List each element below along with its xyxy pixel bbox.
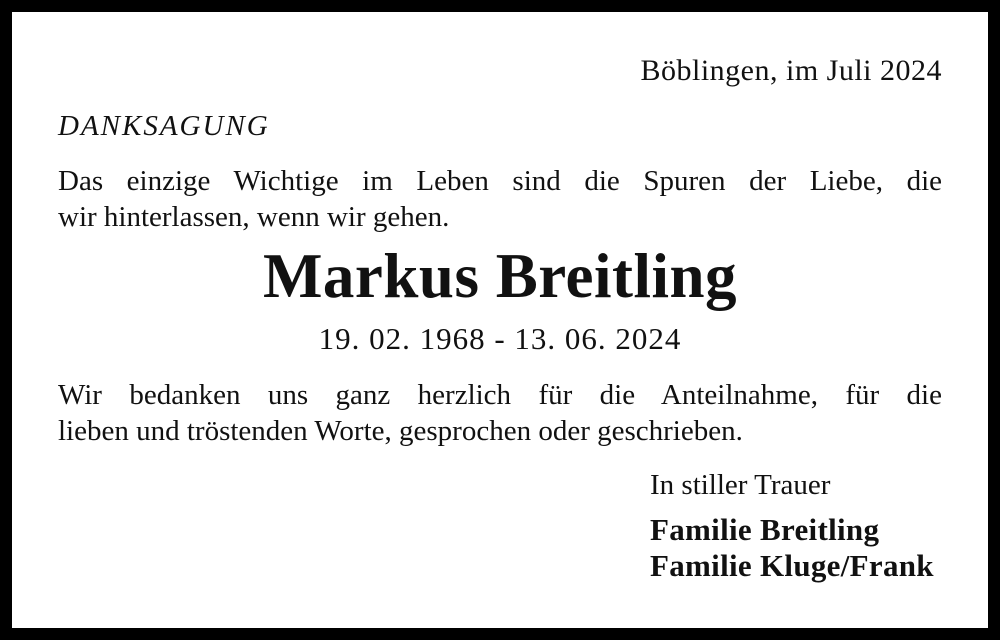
thanks-line-1: Wir bedanken uns ganz herzlich für die Anteilnahme, für die <box>58 379 942 411</box>
signature-family-1: Familie Breitling <box>650 512 880 547</box>
dateline: Böblingen, im Juli 2024 <box>640 54 942 87</box>
intro-line-1: Das einzige Wichtige im Leben sind die Spuren der Liebe, die <box>58 165 942 197</box>
thanks-line-2: lieben und tröstenden Worte, gesprochen oder geschrieben. <box>58 415 743 447</box>
deceased-name: Markus Breitling <box>262 241 738 311</box>
obituary-card <box>12 12 988 628</box>
thanks-paragraph <box>58 377 942 449</box>
intro-line-2: wir hinterlassen, wenn wir gehen. <box>58 201 450 233</box>
intro-paragraph <box>58 163 942 235</box>
closing-phrase: In stiller Trauer <box>650 469 831 501</box>
closing-block <box>650 467 942 584</box>
signatures <box>650 512 942 584</box>
notice-type-heading: DANKSAGUNG <box>58 110 270 142</box>
signature-family-2: Familie Kluge/Frank <box>650 548 934 583</box>
life-dates: 19. 02. 1968 - 13. 06. 2024 <box>318 321 682 356</box>
